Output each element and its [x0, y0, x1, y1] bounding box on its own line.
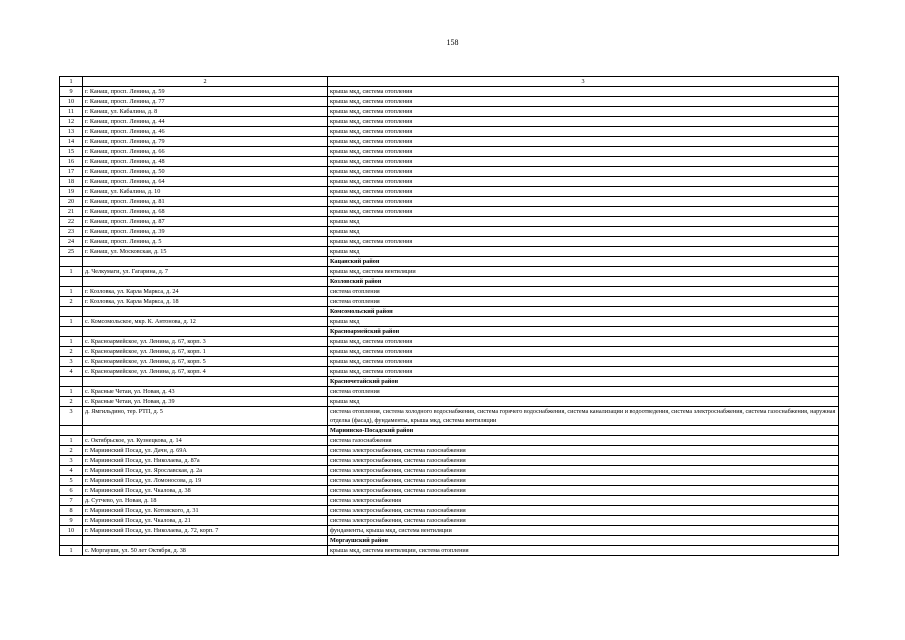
row-works: крыша мкд, система отопления [328, 177, 839, 187]
table-row [60, 516, 839, 526]
table-row [60, 526, 839, 536]
address-works-table [59, 76, 839, 556]
row-works: система отопления [328, 297, 839, 307]
row-works: система электроснабжения, система газоснабжения [328, 516, 839, 526]
table-row [60, 407, 839, 426]
table-row [60, 337, 839, 347]
table-row [60, 496, 839, 506]
row-address: с. Красноармейское, ул. Ленина, д. 67, корп. 3 [83, 337, 328, 347]
table-row [60, 237, 839, 247]
row-address: г. Канаш, просп. Ленина, д. 50 [83, 167, 328, 177]
page-number: 158 [446, 38, 459, 47]
section-blank-cell [83, 536, 328, 546]
row-number: 23 [60, 227, 83, 237]
row-address: г. Мариинский Посад, ул. Николаева, д. 72, корп. 7 [83, 526, 328, 536]
row-number: 14 [60, 137, 83, 147]
table-row [60, 157, 839, 167]
table-row [60, 267, 839, 277]
row-address: г. Канаш, ул. Московская, д. 15 [83, 247, 328, 257]
row-address: г. Канаш, просп. Ленина, д. 77 [83, 97, 328, 107]
row-address: г. Мариинский Посад, ул. Николаева, д. 87а [83, 456, 328, 466]
row-works: крыша мкд, система отопления [328, 127, 839, 137]
row-number: 19 [60, 187, 83, 197]
row-works: крыша мкд [328, 227, 839, 237]
row-address: г. Козловка, ул. Карла Маркса, д. 24 [83, 287, 328, 297]
table-row [60, 187, 839, 197]
row-works: система газоснабжения [328, 436, 839, 446]
section-blank-cell [60, 536, 83, 546]
section-blank-cell [83, 277, 328, 287]
row-number: 15 [60, 147, 83, 157]
row-number: 8 [60, 506, 83, 516]
row-works: крыша мкд [328, 247, 839, 257]
row-number: 18 [60, 177, 83, 187]
table-row [60, 127, 839, 137]
row-number: 24 [60, 237, 83, 247]
row-works: крыша мкд [328, 217, 839, 227]
row-address: г. Канаш, просп. Ленина, д. 39 [83, 227, 328, 237]
row-address: д. Сутчево, ул. Новая, д. 18 [83, 496, 328, 506]
row-number: 3 [60, 357, 83, 367]
table-row [60, 357, 839, 367]
section-title: Кацаиский район [328, 257, 839, 267]
row-address: г. Канаш, просп. Ленина, д. 66 [83, 147, 328, 157]
row-number: 1 [60, 387, 83, 397]
row-address: г. Канаш, ул. Кабалина, д. 10 [83, 187, 328, 197]
table-header-row [60, 77, 839, 87]
row-works: крыша мкд, система отопления [328, 197, 839, 207]
row-number: 1 [60, 546, 83, 556]
row-address: г. Канаш, просп. Ленина, д. 44 [83, 117, 328, 127]
row-works: крыша мкд, система отопления [328, 347, 839, 357]
row-address: с. Комсомольское, мкр. К. Антонова, д. 12 [83, 317, 328, 327]
section-blank-cell [60, 327, 83, 337]
section-title: Красноармейский район [328, 327, 839, 337]
row-number: 1 [60, 436, 83, 446]
row-works: крыша мкд [328, 397, 839, 407]
table-row [60, 87, 839, 97]
section-blank-cell [60, 307, 83, 317]
section-title: Мариинско-Посадский район [328, 426, 839, 436]
row-works: крыша мкд, система отопления [328, 207, 839, 217]
table-row [60, 217, 839, 227]
table-row [60, 247, 839, 257]
row-number: 13 [60, 127, 83, 137]
row-number: 12 [60, 117, 83, 127]
section-row [60, 257, 839, 267]
section-row [60, 377, 839, 387]
section-title: Красночетайский район [328, 377, 839, 387]
row-address: г. Мариинский Посад, ул. Чкалова, д. 21 [83, 516, 328, 526]
row-works: система отопления, система холодного водоснабжения, система горячего водоснабжения, система канализации и водоотведения, система электроснабжения, система газоснабжения, наружная отделка (фасад), фундаменты, крыша мкд, система вентиляции [328, 407, 839, 426]
row-address: г. Мариинский Посад, ул. Котовского, д. 31 [83, 506, 328, 516]
section-blank-cell [83, 426, 328, 436]
row-address: г. Канаш, просп. Ленина, д. 68 [83, 207, 328, 217]
section-blank-cell [83, 307, 328, 317]
row-address: с. Моргауши, ул. 50 лет Октября, д. 38 [83, 546, 328, 556]
table-row [60, 137, 839, 147]
row-number: 3 [60, 456, 83, 466]
row-address: г. Канаш, просп. Ленина, д. 81 [83, 197, 328, 207]
row-works: крыша мкд, система отопления [328, 97, 839, 107]
table-row [60, 297, 839, 307]
section-blank-cell [60, 377, 83, 387]
section-blank-cell [60, 277, 83, 287]
row-works: система электроснабжения, система газоснабжения [328, 506, 839, 516]
row-address: г. Канаш, ул. Кабалина, д. 8 [83, 107, 328, 117]
section-title: Моргаушский район [328, 536, 839, 546]
row-address: г. Мариинский Посад, ул. Ярославская, д. 2а [83, 466, 328, 476]
table-row [60, 347, 839, 357]
row-works: крыша мкд, система отопления [328, 357, 839, 367]
row-address: г. Канаш, просп. Ленина, д. 79 [83, 137, 328, 147]
header-col-2: 2 [83, 77, 328, 87]
row-address: г. Мариинский Посад, ул. Чкалова, д. 38 [83, 486, 328, 496]
table-row [60, 107, 839, 117]
table-row [60, 546, 839, 556]
header-col-3: 3 [328, 77, 839, 87]
section-row [60, 277, 839, 287]
table-row [60, 436, 839, 446]
row-works: система электроснабжения, система газоснабжения [328, 476, 839, 486]
table-row [60, 506, 839, 516]
row-address: г. Козловка, ул. Карла Маркса, д. 18 [83, 297, 328, 307]
row-works: крыша мкд, система отопления [328, 87, 839, 97]
row-works: крыша мкд, система отопления [328, 337, 839, 347]
table-row [60, 387, 839, 397]
row-address: г. Канаш, просп. Ленина, д. 46 [83, 127, 328, 137]
row-address: г. Канаш, просп. Ленина, д. 59 [83, 87, 328, 97]
table-row [60, 476, 839, 486]
table-row [60, 446, 839, 456]
table-row [60, 177, 839, 187]
row-address: г. Канаш, просп. Ленина, д. 48 [83, 157, 328, 167]
row-number: 17 [60, 167, 83, 177]
row-number: 1 [60, 317, 83, 327]
row-works: крыша мкд, система отопления [328, 117, 839, 127]
row-works: система электроснабжения, система газоснабжения [328, 486, 839, 496]
row-works: крыша мкд, система отопления [328, 107, 839, 117]
row-number: 4 [60, 367, 83, 377]
row-number: 21 [60, 207, 83, 217]
row-number: 2 [60, 397, 83, 407]
row-number: 4 [60, 466, 83, 476]
row-address: г. Мариинский Посад, ул. Дачн, д. 69А [83, 446, 328, 456]
row-works: крыша мкд, система отопления [328, 187, 839, 197]
row-number: 3 [60, 407, 83, 426]
table-row [60, 466, 839, 476]
row-works: крыша мкд, система отопления [328, 367, 839, 377]
table-row [60, 197, 839, 207]
row-number: 1 [60, 287, 83, 297]
table-row [60, 486, 839, 496]
table-row [60, 117, 839, 127]
row-number: 2 [60, 347, 83, 357]
row-works: система отопления [328, 287, 839, 297]
row-address: с. Октябрьское, ул. Кузнецкова, д. 14 [83, 436, 328, 446]
row-address: с. Красные Четаи, ул. Новая, д. 39 [83, 397, 328, 407]
row-works: крыша мкд, система вентиляции, система отопления [328, 546, 839, 556]
row-works: крыша мкд [328, 317, 839, 327]
section-row [60, 327, 839, 337]
section-row [60, 536, 839, 546]
table-row [60, 97, 839, 107]
row-number: 25 [60, 247, 83, 257]
row-address: д. Ямгильдино, тер. РТП, д. 5 [83, 407, 328, 426]
section-blank-cell [60, 426, 83, 436]
row-works: крыша мкд, система вентиляции [328, 267, 839, 277]
row-number: 9 [60, 87, 83, 97]
row-number: 5 [60, 476, 83, 486]
row-address: г. Канаш, просп. Ленина, д. 64 [83, 177, 328, 187]
row-works: система электроснабжения, система газоснабжения [328, 456, 839, 466]
row-address: с. Красноармейское, ул. Ленина, д. 67, корп. 4 [83, 367, 328, 377]
row-number: 2 [60, 446, 83, 456]
header-col-1: 1 [60, 77, 83, 87]
row-address: с. Красноармейское, ул. Ленина, д. 67, корп. 5 [83, 357, 328, 367]
table-row [60, 227, 839, 237]
table-row [60, 367, 839, 377]
table-row [60, 287, 839, 297]
table-row [60, 317, 839, 327]
section-blank-cell [83, 377, 328, 387]
row-number: 9 [60, 516, 83, 526]
row-address: с. Красные Четаи, ул. Новая, д. 43 [83, 387, 328, 397]
row-address: г. Канаш, просп. Ленина, д. 5 [83, 237, 328, 247]
row-works: фундаменты, крыша мкд, система вентиляции [328, 526, 839, 536]
row-address: г. Мариинский Посад, ул. Ломоносова, д. 19 [83, 476, 328, 486]
section-blank-cell [83, 327, 328, 337]
row-number: 16 [60, 157, 83, 167]
row-address: с. Красноармейское, ул. Ленина, д. 67, корп. 1 [83, 347, 328, 357]
row-works: крыша мкд, система отопления [328, 137, 839, 147]
table-row [60, 167, 839, 177]
row-works: система электроснабжения, система газоснабжения [328, 446, 839, 456]
table-row [60, 456, 839, 466]
section-row [60, 426, 839, 436]
row-number: 20 [60, 197, 83, 207]
row-address: д. Челкумаги, ул. Гагарина, д. 7 [83, 267, 328, 277]
row-works: крыша мкд, система отопления [328, 237, 839, 247]
row-works: крыша мкд, система отопления [328, 157, 839, 167]
table-row [60, 397, 839, 407]
row-number: 7 [60, 496, 83, 506]
row-number: 22 [60, 217, 83, 227]
row-number: 1 [60, 337, 83, 347]
row-number: 1 [60, 267, 83, 277]
row-number: 6 [60, 486, 83, 496]
row-works: крыша мкд, система отопления [328, 147, 839, 157]
section-row [60, 307, 839, 317]
row-number: 10 [60, 526, 83, 536]
row-works: крыша мкд, система отопления [328, 167, 839, 177]
section-blank-cell [60, 257, 83, 267]
row-works: система отопления [328, 387, 839, 397]
row-number: 11 [60, 107, 83, 117]
row-number: 2 [60, 297, 83, 307]
row-number: 10 [60, 97, 83, 107]
table-row [60, 207, 839, 217]
row-address: г. Канаш, просп. Ленина, д. 87 [83, 217, 328, 227]
section-title: Козловский район [328, 277, 839, 287]
section-blank-cell [83, 257, 328, 267]
row-works: система электроснабжения [328, 496, 839, 506]
table-row [60, 147, 839, 157]
section-title: Комсомольский район [328, 307, 839, 317]
row-works: система электроснабжения, система газоснабжения [328, 466, 839, 476]
